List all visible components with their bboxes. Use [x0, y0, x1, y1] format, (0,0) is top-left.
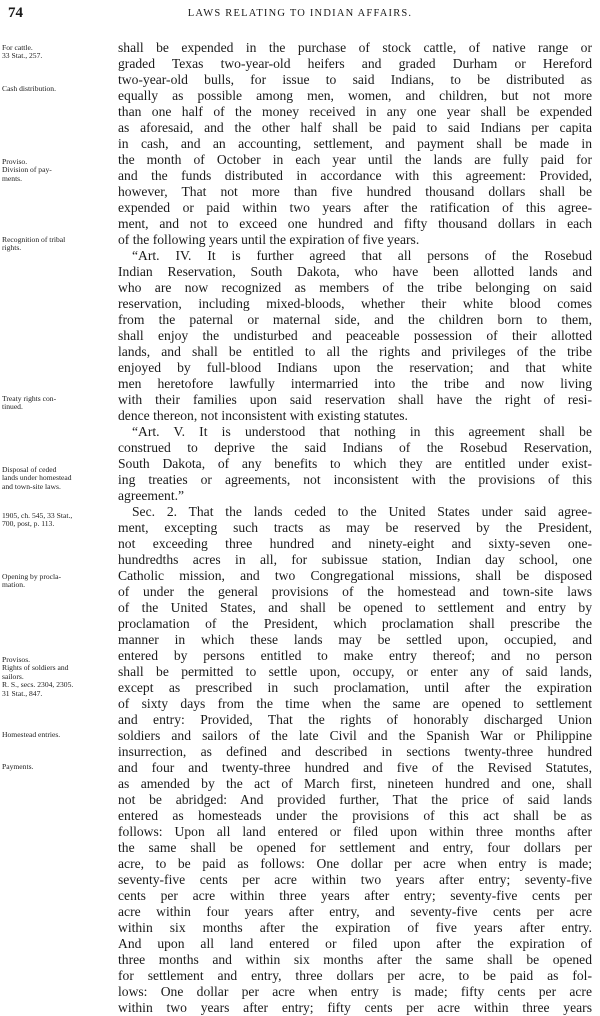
margin-note [2, 763, 114, 771]
text-line: of the United States, and shall be opened to settlement and entry by [118, 600, 592, 615]
text-line: as amended by the act of March first, nineteen hundred and one, shall [118, 776, 592, 791]
text-line: ing treaties or agreements, not inconsistent with the provisions of this [118, 472, 592, 487]
text-line: lands, and shall be entitled to all the rights and privileges of the tribe [118, 344, 592, 359]
text-line: not be abridged: And provided further, That the price of said lands [118, 792, 592, 807]
margin-notes [0, 0, 118, 950]
text-line: ment, excepting such tracts as may be reserved by the President, [118, 520, 592, 535]
text-line: who are now recognized as members of the tribe belonging on said [118, 280, 592, 295]
margin-note-line: tinued. [2, 402, 23, 412]
text-line: enjoyed by full-blood Indians upon the reservation; and that white [118, 360, 592, 375]
text-line: “Art. IV. It is further agreed that all persons of the Rosebud [132, 248, 592, 263]
margin-note [2, 731, 114, 739]
running-head: LAWS RELATING TO INDIAN AFFAIRS. [187, 8, 413, 19]
text-line: Indian Reservation, South Dakota, who have been allotted lands and [118, 264, 592, 279]
text-line: however, That not more than five hundred thousand dollars shall be [118, 184, 592, 199]
text-line: except as prescribed in such proclamation, until after the expiration [118, 680, 592, 695]
text-line: two-year-old bulls, for issue to said Indians, to be distributed as [118, 72, 592, 87]
text-line: agreement.” [118, 488, 185, 503]
margin-note-line: rights. [2, 243, 22, 253]
text-line: soldiers and sailors of the late Civil and the Spanish War or Philippine [118, 728, 592, 743]
margin-note-line: sailors. [2, 671, 24, 681]
text-line: insurrection, as defined and described in sections twenty-three hundred [118, 744, 592, 759]
text-line: And upon all land entered or filed upon after the expiration of [118, 936, 592, 951]
text-line: manner in which these lands may be settled upon, occupied, and [118, 632, 592, 647]
text-line: the same shall be opened for settlement and entry, four dollars per [118, 840, 592, 855]
margin-note-line: mation. [2, 580, 25, 590]
margin-note-line: Opening by procla- [2, 572, 62, 581]
text-line: in cash, and an accounting, settlement, and payment shall be made in [118, 136, 592, 151]
text-line: seventy-five cents per acre within two years after entry; seventy-five [118, 872, 592, 887]
text-line: acre, to be paid as follows: One dollar per acre when entry is made; [118, 856, 592, 871]
margin-note [2, 44, 114, 61]
text-line: entered by persons entitled to make entry thereof; and no person [118, 648, 592, 663]
text-line: shall be expended in the purchase of stock cattle, of native range or [118, 40, 592, 55]
text-line: cents per acre within three years after entry; seventy-five cents per [118, 888, 592, 903]
text-line: construed to deprive the said Indians of the Rosebud Reservation, [118, 440, 592, 455]
text-line: acre within four years after entry, and seventy-five cents per acre [118, 904, 592, 919]
margin-note-line: 1905, ch. 545, 33 Stat., [2, 511, 73, 520]
text-line: shall enjoy the undisturbed and peaceable possession of their allotted [118, 328, 592, 343]
text-line: and the funds distributed in accordance with this agreement: Provided, [118, 168, 592, 183]
text-line: expended or paid within two years after the ratification of this agree- [118, 200, 592, 215]
text-line: and four and twenty-three hundred and five of the Revised Statutes, [118, 760, 592, 775]
margin-note-line: lands under homestead [2, 473, 72, 483]
margin-note-line: Division of pay- [2, 165, 52, 175]
margin-note-line: Cash distribution. [2, 84, 57, 93]
text-line: shall be permitted to settle upon, occupy, or enter any of said lands, [118, 664, 592, 679]
margin-note-line: Treaty rights con- [2, 394, 57, 403]
text-line: lows: One dollar per acre when entry is made; fifty cents per acre [118, 984, 592, 999]
margin-note [2, 512, 114, 529]
margin-note-line: 700, post, p. 113. [2, 519, 55, 529]
margin-note [2, 395, 114, 412]
margin-note-line: Provisos. [2, 655, 31, 664]
margin-note-line: 31 Stat., 847. [2, 688, 43, 698]
text-line: than one half of the money received in any one year shall be expended [118, 104, 592, 119]
body-text [118, 40, 592, 1015]
text-line: as aforesaid, and the other half shall be paid to said Indians per capita [118, 120, 592, 135]
margin-note-line: For cattle. [2, 43, 33, 52]
text-line: three months and within six months after the same shall be opened [118, 952, 592, 967]
text-line: proclamation of the President, which proclamation shall prescribe the [118, 616, 592, 631]
text-line: of the following years until the expiration of five years. [118, 232, 420, 247]
text-line: men heretofore lawfully intermarried into the tribe and now living [118, 376, 592, 391]
margin-note [2, 158, 114, 183]
text-line: entered as homesteads under the provisions of this act shall be as [118, 808, 592, 823]
margin-note-line: Rights of soldiers and [2, 663, 69, 673]
text-line: follows: Upon all land entered or filed upon within three months after [118, 824, 592, 839]
text-line: within six months after the expiration of five years after entry. [118, 920, 592, 935]
text-line: the month of October in each year until the lands are fully paid for [118, 152, 592, 167]
page-number: 74 [8, 5, 23, 21]
margin-note-line: Disposal of ceded [2, 465, 57, 474]
margin-note [2, 236, 114, 253]
text-line: Sec. 2. That the lands ceded to the United States under said agree- [132, 504, 592, 519]
text-line: “Art. V. It is understood that nothing in this agreement shall be [132, 424, 592, 439]
text-line: dence thereon, not inconsistent with existing statutes. [118, 408, 408, 423]
margin-note-line: Recognition of tribal [2, 235, 66, 244]
text-line: of sixty days from the time when the same are opened to settlement [118, 696, 592, 711]
margin-note [2, 656, 114, 698]
margin-note-line: Payments. [2, 762, 34, 771]
text-line: ment, and not to exceed one hundred and fifty thousand dollars in each [118, 216, 592, 231]
margin-note [2, 466, 114, 491]
margin-note-line: and town-site laws. [2, 481, 61, 491]
text-line: with their families upon said reservation shall have the right of resi- [118, 392, 592, 407]
text-line: from the paternal or maternal side, and the children born to them, [118, 312, 592, 327]
text-line: not exceeding three hundred and ninety-eight and sixty-seven one- [118, 536, 592, 551]
margin-note-line: 33 Stat., 257. [2, 51, 43, 61]
text-line: within two years after entry; fifty cents per acre within three years [118, 1000, 592, 1015]
text-line: South Dakota, of any benefits to which they are entitled under exist- [118, 456, 592, 471]
margin-note [2, 85, 114, 93]
text-line: and entry: Provided, That the rights of honorably discharged Union [118, 712, 592, 727]
margin-note-line: R. S., secs. 2304, 2305. [2, 680, 74, 690]
text-line: hundredths acres in all, for subissue station, Indian day school, one [118, 552, 592, 567]
margin-note [2, 573, 114, 590]
text-line: reservation, including mixed-bloods, whether their white blood comes [118, 296, 592, 311]
margin-note-line: ments. [2, 173, 23, 183]
text-line: equally as possible among men, women, and children, but not more [118, 88, 592, 103]
text-line: Catholic mission, and two Congregational missions, shall be disposed [118, 568, 592, 583]
text-line: graded Texas two-year-old heifers and graded Durham or Hereford [118, 56, 592, 71]
margin-note-line: Proviso. [2, 157, 28, 166]
text-line: for settlement and entry, three dollars per acre, to be paid as fol- [118, 968, 592, 983]
margin-note-line: Homestead entries. [2, 730, 61, 739]
text-line: of under the general provisions of the homestead and town-site laws [118, 584, 592, 599]
